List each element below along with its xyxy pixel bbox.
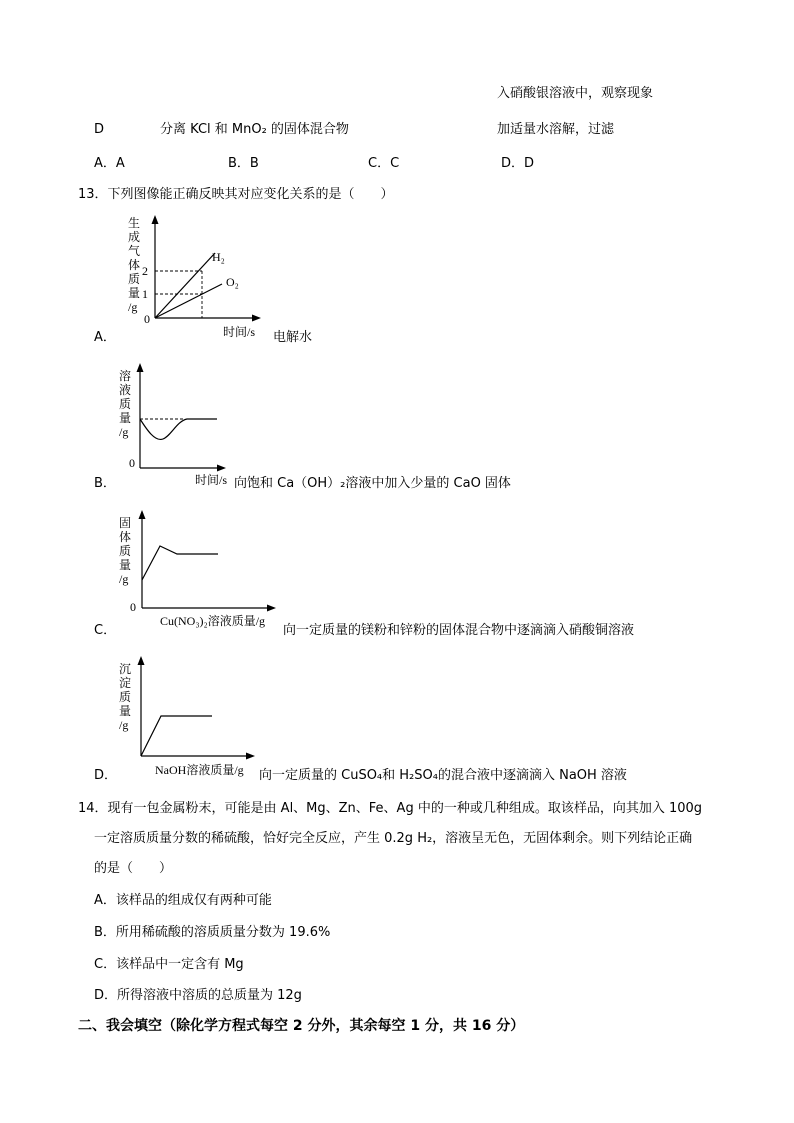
svg-text:生: 生 xyxy=(128,216,141,230)
q12-top-right-text: 入硝酸银溶液中，观察现象 xyxy=(497,86,654,101)
q14-option-b: B．所用稀硫酸的溶质质量分数为 19.6% xyxy=(94,925,331,940)
q12-option-b: B．B xyxy=(228,156,259,171)
graph-d-ylabel xyxy=(119,662,131,732)
graph-a-ylabel xyxy=(128,215,140,314)
svg-text:沉: 沉 xyxy=(119,662,132,676)
graph-a-h2-label: H₂ xyxy=(212,250,225,264)
q12-option-a: A．A xyxy=(94,156,125,171)
graph-b-caption: 向饱和 Ca（OH）₂溶液中加入少量的 CaO 固体 xyxy=(234,476,511,491)
graph-a-caption: 电解水 xyxy=(273,330,313,345)
graph-a-letter: A． xyxy=(94,330,116,345)
svg-text:固: 固 xyxy=(119,516,132,530)
q14-stem-line3: 的是（ ） xyxy=(94,861,173,876)
graph-d-caption: 向一定质量的 CuSO₄和 H₂SO₄的混合液中逐滴滴入 NaOH 溶液 xyxy=(259,768,627,783)
graph-a-xlabel: 时间/s xyxy=(223,325,256,339)
graph-c-caption: 向一定质量的镁粉和锌粉的固体混合物中逐滴滴入硝酸铜溶液 xyxy=(283,623,635,638)
graph-a-ytick-1: 1 xyxy=(142,287,148,301)
q12-option-d: D．D xyxy=(501,156,535,171)
graph-b-letter: B． xyxy=(94,476,116,491)
svg-text:气: 气 xyxy=(128,244,141,258)
svg-text:质: 质 xyxy=(128,272,141,286)
graph-c-figure xyxy=(115,507,285,637)
graph-c-curve xyxy=(142,546,218,580)
graph-c-letter: C． xyxy=(94,623,117,638)
svg-text:质: 质 xyxy=(119,397,132,411)
graph-b-xlabel: 时间/s xyxy=(195,473,228,487)
section2-heading: 二、我会填空（除化学方程式每空 2 分外，其余每空 1 分，共 16 分） xyxy=(78,1018,525,1034)
graph-c-origin: 0 xyxy=(130,600,136,614)
svg-text:溶: 溶 xyxy=(119,369,132,383)
graph-b-origin: 0 xyxy=(129,456,135,470)
svg-text:淀: 淀 xyxy=(119,676,132,690)
graph-a-ytick-0: 0 xyxy=(144,312,150,326)
svg-text:/g: /g xyxy=(119,425,129,439)
graph-c-ylabel xyxy=(119,516,131,586)
q12-option-c: C．C xyxy=(368,156,400,171)
svg-text:体: 体 xyxy=(119,530,132,544)
svg-text:/g: /g xyxy=(119,572,129,586)
svg-text:成: 成 xyxy=(128,230,141,244)
svg-text:体: 体 xyxy=(128,258,141,272)
svg-text:量: 量 xyxy=(119,704,132,718)
q14-option-c: C．该样品中一定含有 Mg xyxy=(94,957,244,972)
q14-stem-line1: 14．现有一包金属粉末，可能是由 Al、Mg、Zn、Fe、Ag 中的一种或几种组成。取该样品，向其加入 100g xyxy=(78,801,703,816)
graph-a-h2-line xyxy=(155,253,215,318)
svg-text:质: 质 xyxy=(119,544,132,558)
q14-option-d: D．所得溶液中溶质的总质量为 12g xyxy=(94,988,302,1003)
q14-stem-line2: 一定溶质质量分数的稀硫酸，恰好完全反应，产生 0.2g H₂，溶液呈无色，无固体剩余。则下列结论正确 xyxy=(94,831,693,846)
svg-text:量: 量 xyxy=(119,411,132,425)
graph-a-o2-line xyxy=(155,284,222,318)
q12-row-d-item: 分离 KCl 和 MnO₂ 的固体混合物 xyxy=(160,122,349,137)
q12-row-d-letter: D xyxy=(94,122,105,137)
graph-c-xlabel: Cu(NO₃)₂溶液质量/g xyxy=(160,614,266,628)
graph-b-curve xyxy=(140,419,217,439)
graph-a-ytick-2: 2 xyxy=(142,264,148,278)
svg-text:/g: /g xyxy=(119,718,129,732)
graph-a-figure xyxy=(120,213,280,343)
q14-option-a: A．该样品的组成仅有两种可能 xyxy=(94,893,272,908)
graph-d-xlabel: NaOH溶液质量/g xyxy=(155,763,244,777)
graph-d-figure xyxy=(115,653,265,783)
svg-text:量: 量 xyxy=(128,286,141,300)
graph-b-ylabel xyxy=(119,368,131,439)
graph-a-o2-label: O₂ xyxy=(226,275,239,289)
svg-text:量: 量 xyxy=(119,558,132,572)
q12-row-d-method: 加适量水溶解，过滤 xyxy=(497,122,615,137)
graph-d-letter: D． xyxy=(94,768,118,783)
svg-text:/g: /g xyxy=(128,300,138,314)
graph-d-curve xyxy=(141,716,212,756)
q13-stem: 13．下列图像能正确反映其对应变化关系的是（ ） xyxy=(78,187,394,202)
svg-text:质: 质 xyxy=(119,690,132,704)
graph-b-figure xyxy=(115,360,245,490)
svg-text:液: 液 xyxy=(119,383,132,397)
